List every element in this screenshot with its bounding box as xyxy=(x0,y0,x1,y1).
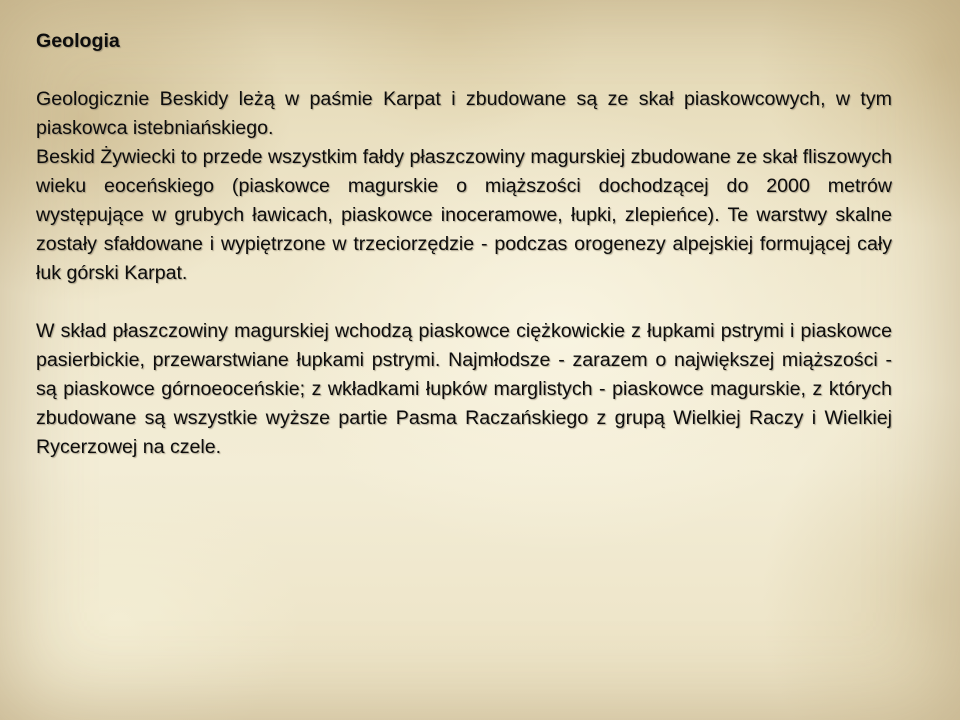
spacer xyxy=(36,56,892,85)
spacer xyxy=(36,288,892,317)
slide-content xyxy=(36,27,892,462)
slide-title: Geologia xyxy=(36,30,120,52)
paragraph-beskid-zywiecki: Beskid Żywiecki to przede wszystkim fałdy płaszczowiny magurskiej zbudowane ze skał fliszowych wieku eoceńskiego (piaskowce magurskie o miąższości dochodzącej do 2000 metrów występujące w grubych ławicach, piaskowce inoceramowe, łupki, zlepieńce). Te warstwy skalne zostały sfałdowane i wypiętrzone w trzeciorzędzie - podczas orogenezy alpejskiej formującej cały łuk górski Karpat. xyxy=(36,146,892,284)
paragraph-magura-nappe: W skład płaszczowiny magurskiej wchodzą piaskowce ciężkowickie z łupkami pstrymi i piaskowce pasierbickie, przewarstwiane łupkami pstrymi. Najmłodsze - zarazem o największej miąższości - są piaskowce górnoeoceńskie; z wkładkami łupków marglistych - piaskowce magurskie, z których zbudowane są wszystkie wyższe partie Pasma Raczańskiego z grupą Wielkiej Raczy i Wielkiej Rycerzowej na czele. xyxy=(36,320,892,458)
paragraph-beskidy-overview: Geologicznie Beskidy leżą w paśmie Karpat i zbudowane są ze skał piaskowcowych, w tym piaskowca istebniańskiego. xyxy=(36,88,892,139)
